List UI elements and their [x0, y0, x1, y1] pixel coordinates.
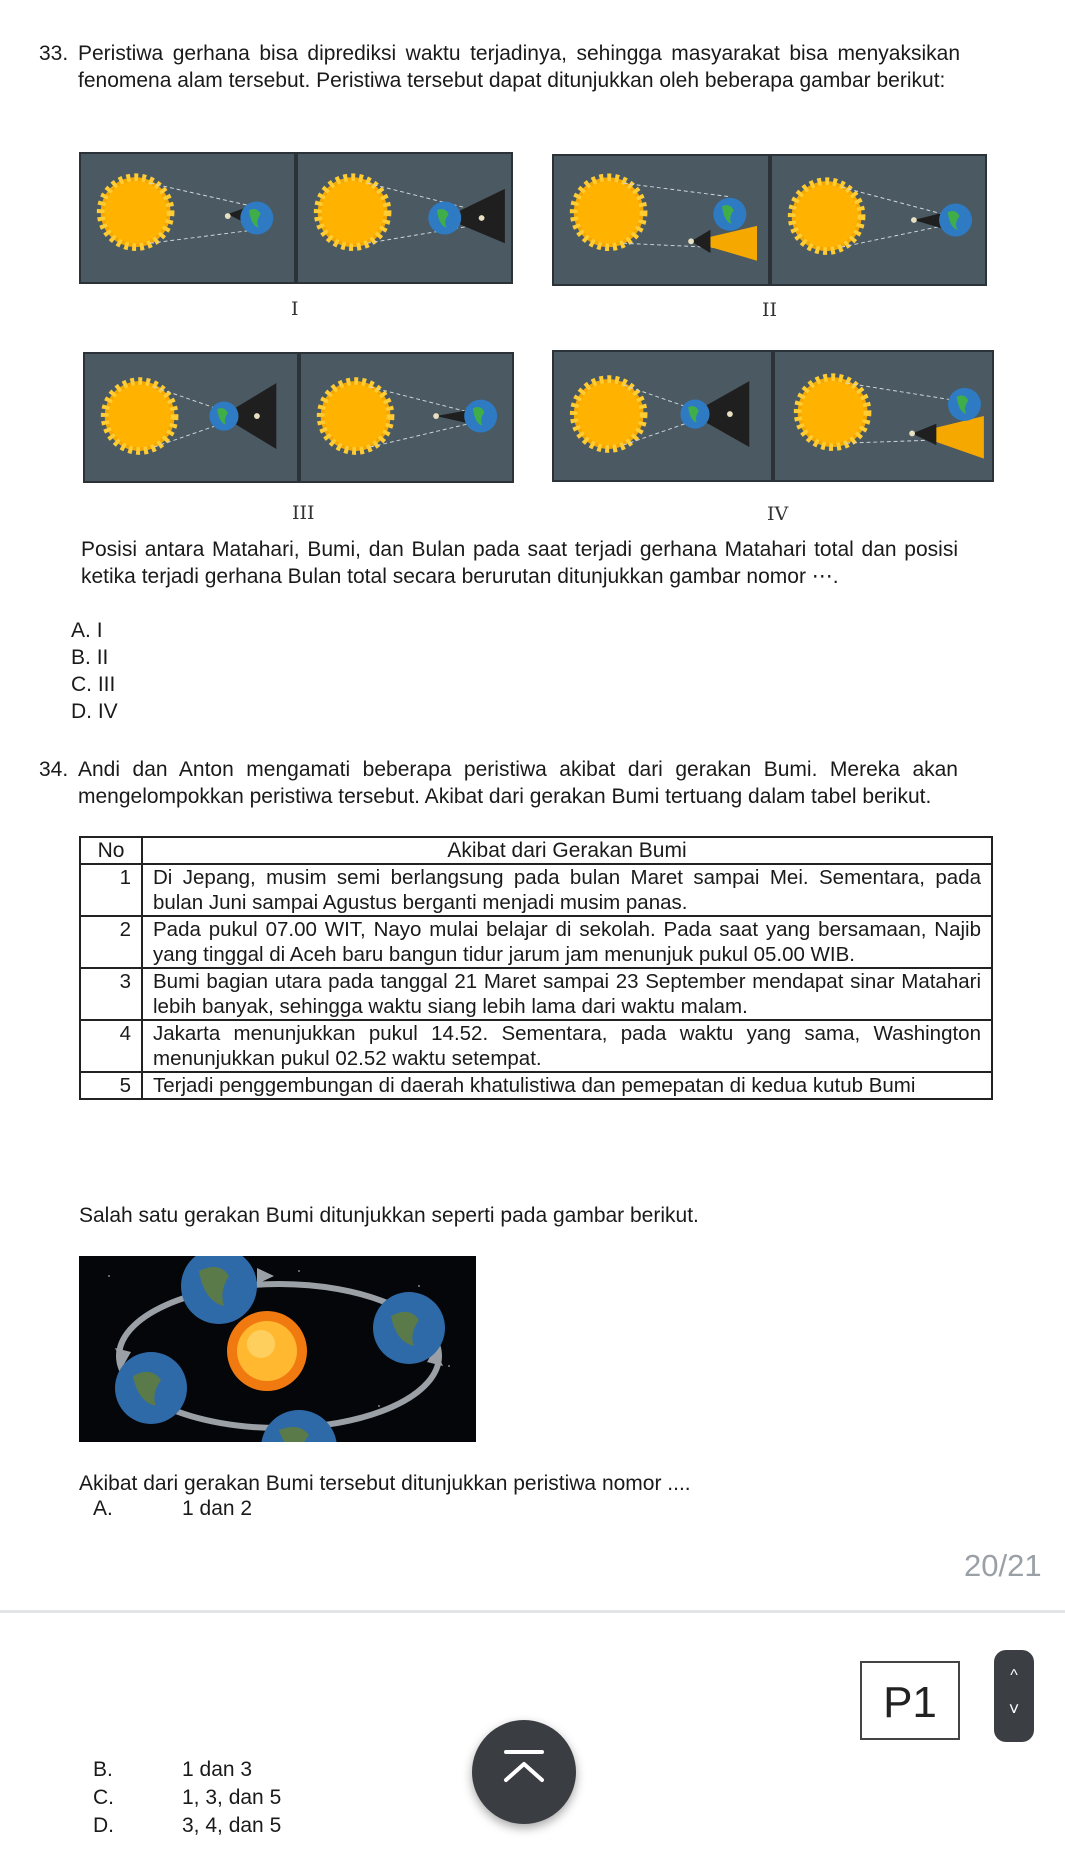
- q33-intro: Peristiwa gerhana bisa diprediksi waktu terjadinya, sehingga masyarakat bisa menyaksikan fenomena alam tersebut. Peristiwa tersebut dapat ditunjukkan oleh beberapa gambar berikut:: [78, 42, 960, 92]
- earth-icon: [428, 202, 461, 235]
- row-text: Pada pukul 07.00 WIT, Nayo mulai belajar di sekolah. Pada saat yang bersamaan, Najib yang tinggal di Aceh baru bangun tidur jarum jam menunjuk pukul 05.00 WIB.: [142, 916, 992, 968]
- earth-icon: [261, 1410, 337, 1442]
- earth-icon: [240, 202, 273, 235]
- table-header-akibat: Akibat dari Gerakan Bumi: [142, 837, 992, 864]
- q33-option-b[interactable]: B. II: [71, 646, 109, 669]
- row-number: 1: [80, 864, 142, 916]
- q34-option-b[interactable]: B.: [93, 1758, 113, 1781]
- earth-icon: [181, 1256, 257, 1324]
- moon-icon: [727, 411, 733, 417]
- row-number: 5: [80, 1072, 142, 1099]
- chevron-up-bar-icon: [472, 1720, 576, 1824]
- q34-intro: Andi dan Anton mengamati beberapa peristiwa akibat dari gerakan Bumi. Mereka akan mengelompokkan peristiwa tersebut. Akibat dari gerakan Bumi tertuang dalam tabel berikut.: [78, 758, 958, 808]
- q34-option-a[interactable]: A.: [93, 1497, 113, 1520]
- q34-option-c-text: 1, 3, dan 5: [182, 1786, 282, 1809]
- label-II: II: [762, 299, 778, 321]
- sun-icon: [321, 381, 391, 451]
- row-number: 2: [80, 916, 142, 968]
- earth-icon: [939, 204, 972, 237]
- eclipse-figure-III: [83, 352, 514, 483]
- eclipse-figure-II: [552, 154, 987, 286]
- earth-icon: [713, 198, 746, 231]
- panel-III-b: [299, 352, 514, 483]
- moon-icon: [479, 215, 485, 221]
- q34-figure-intro: Salah satu gerakan Bumi ditunjukkan seperti pada gambar berikut.: [79, 1204, 699, 1227]
- scroll-up-icon[interactable]: ^: [1010, 1667, 1018, 1684]
- table-header-no: No: [80, 837, 142, 864]
- page-box[interactable]: P1: [860, 1661, 960, 1740]
- sun-icon: [318, 177, 388, 247]
- label-III: III: [292, 502, 315, 524]
- table-row: [80, 1020, 992, 1072]
- eclipse-figure-I: [79, 152, 513, 284]
- row-text: Di Jepang, musim semi berlangsung pada bulan Maret sampai Mei. Sementara, pada bulan Juni sampai Agustus berganti menjadi musim panas.: [142, 864, 992, 916]
- q34-option-a-text: 1 dan 2: [182, 1497, 253, 1520]
- q33-question: Posisi antara Matahari, Bumi, dan Bulan pada saat terjadi gerhana Matahari total dan posisi ketika terjadi gerhana Bulan total secara berurutan ditunjukkan gambar nomor ⋯.: [81, 538, 958, 588]
- q34-option-b-text: 1 dan 3: [182, 1758, 253, 1781]
- moon-icon: [911, 217, 917, 223]
- q33-number: 33.: [39, 42, 69, 65]
- table-row: [80, 864, 992, 916]
- q33-option-a[interactable]: A. I: [71, 619, 103, 642]
- panel-I-b: [296, 152, 513, 284]
- row-number: 3: [80, 968, 142, 1020]
- page-scroller[interactable]: [994, 1650, 1034, 1742]
- row-text: Bumi bagian utara pada tanggal 21 Maret sampai 23 September mendapat sinar Matahari lebih banyak, sehingga waktu siang lebih lama dari waktu malam.: [142, 968, 992, 1020]
- q34-option-d[interactable]: D.: [93, 1814, 114, 1837]
- sun-icon: [792, 181, 862, 251]
- sun-icon: [101, 177, 171, 247]
- sun-icon: [574, 177, 644, 247]
- effects-table: [79, 836, 993, 1100]
- earth-revolution-figure: [79, 1256, 476, 1442]
- q34-option-c[interactable]: C.: [93, 1786, 114, 1809]
- earth-icon: [209, 402, 238, 431]
- moon-icon: [225, 213, 231, 219]
- panel-II-b: [770, 154, 987, 286]
- q33-option-c[interactable]: C. III: [71, 673, 116, 696]
- q34-number: 34.: [39, 758, 69, 781]
- earth-icon: [373, 1292, 445, 1364]
- sun-icon: [227, 1311, 307, 1391]
- sun-icon: [798, 377, 868, 447]
- q34-question: Akibat dari gerakan Bumi tersebut ditunjukkan peristiwa nomor ....: [79, 1472, 691, 1495]
- earth-icon: [115, 1352, 187, 1424]
- earth-icon: [680, 400, 709, 429]
- scroll-down-icon[interactable]: ˅: [1008, 1699, 1020, 1719]
- moon-icon: [433, 413, 439, 419]
- earth-icon: [948, 388, 981, 421]
- panel-IV-a: [552, 350, 773, 482]
- q33-option-d[interactable]: D. IV: [71, 700, 118, 723]
- panel-I-a: [79, 152, 296, 284]
- eclipse-figure-IV: [552, 350, 994, 482]
- earth-icon: [464, 400, 497, 433]
- label-IV: IV: [767, 503, 789, 525]
- row-text: Jakarta menunjukkan pukul 14.52. Sementara, pada waktu yang sama, Washington menunjukkan pukul 02.52 waktu setempat.: [142, 1020, 992, 1072]
- row-number: 4: [80, 1020, 142, 1072]
- q34-option-d-text: 3, 4, dan 5: [182, 1814, 282, 1837]
- sun-icon: [574, 379, 644, 449]
- back-to-top-button[interactable]: [472, 1720, 576, 1824]
- panel-III-a: [83, 352, 299, 483]
- table-row: [80, 968, 992, 1020]
- page-divider: [0, 1610, 1065, 1613]
- panel-IV-b: [773, 350, 994, 482]
- panel-II-a: [552, 154, 770, 286]
- page-indicator: 20/21: [964, 1548, 1042, 1583]
- moon-icon: [254, 413, 260, 419]
- label-I: I: [291, 298, 299, 320]
- moon-icon: [688, 238, 694, 244]
- moon-icon: [909, 431, 915, 437]
- table-row: [80, 1072, 992, 1099]
- table-row: [80, 916, 992, 968]
- row-text: Terjadi penggembungan di daerah khatulistiwa dan pemepatan di kedua kutub Bumi: [142, 1072, 992, 1099]
- sun-icon: [105, 381, 175, 451]
